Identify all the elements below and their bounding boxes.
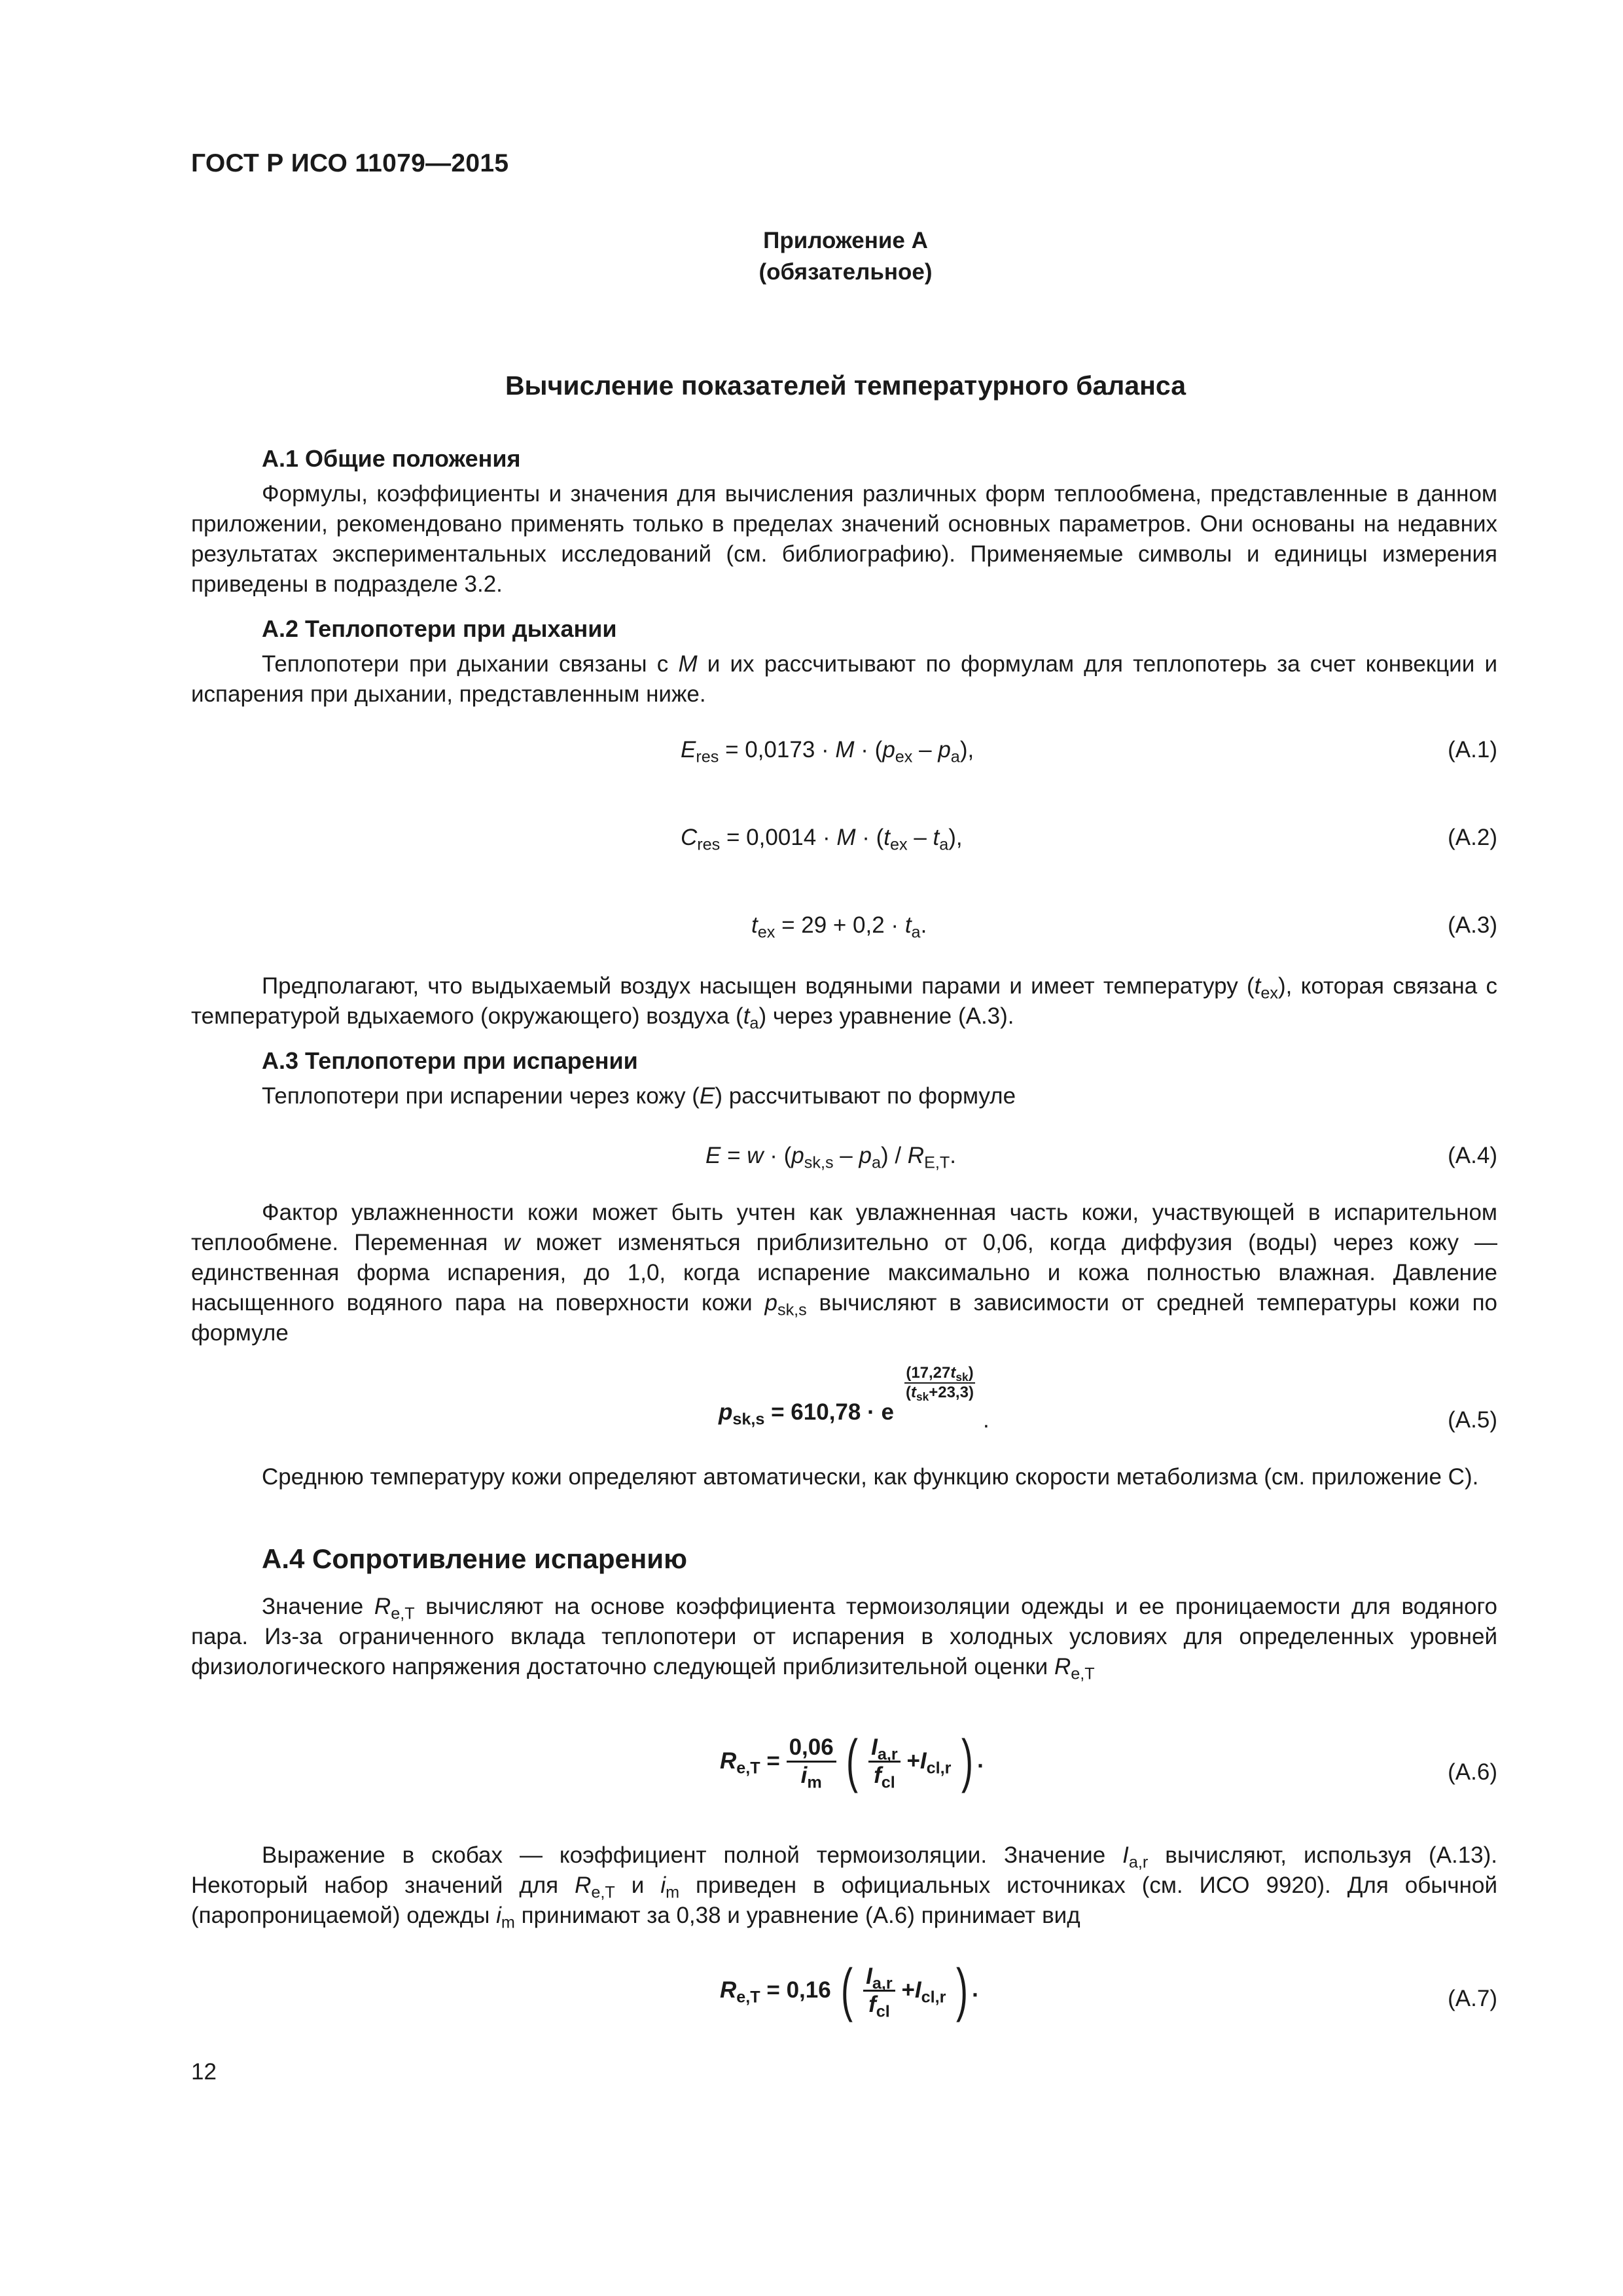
paragraph-general: Формулы, коэффициенты и значения для вычисления различных форм теплообмена, представленные в данном приложении, рекомендовано применять только в пределах значений основных параметров. Они основаны на недавних результатах экспериментальных исследований (см. библиографию). Применяемые символы и единицы измерения приведены в подразделе 3.2.	[191, 481, 1497, 597]
equation-number-a3: (А.3)	[1448, 912, 1497, 938]
equation-number-a2: (А.2)	[1448, 825, 1497, 850]
equation-a2: $C_{res} = 0,0014 \cdot M \cdot (t_{ex} - t_a)$,	[681, 825, 963, 854]
fraction-air-insulation: $\frac{I_{a,r}}{f_{cl}}$	[868, 1734, 901, 1789]
paragraph-respiration: Теплопотери при дыхании связаны с M и их рассчитывают по формулам для теплопотерь за счет конвекции и испарения при дыхании, представленным ниже.	[191, 651, 1497, 707]
equation-a3: $t_{ex} = 29 + 0,2 \cdot t_a$.	[751, 912, 927, 942]
equation-number-a1: (А.1)	[1448, 737, 1497, 762]
page-title: Вычисление показателей температурного баланса	[505, 370, 1186, 401]
section-heading-a3: А.3 Теплопотери при испарении	[262, 1047, 638, 1074]
paragraph-skin-wettedness: Фактор увлажненности кожи может быть учтен как увлажненная часть кожи, участвующей в испарительном теплообмене. Переменная w может изменяться приблизительно от 0,06, когда диффузия (воды) через кожу — единственная форма испарения, до 1,0, когда испарение максимально и кожа полностью влажная. Давление насыщенного водяного пара на поверхности кожи $p_{sk,s}$ вычисляют в зависимости от средней температуры кожи по формуле	[191, 1200, 1497, 1346]
section-heading-a2: А.2 Теплопотери при дыхании	[262, 615, 617, 642]
document-header: ГОСТ Р ИСО 11079—2015	[191, 149, 509, 177]
equation-a4: $E = w \cdot (p_{sk,s} - p_a) / R_{E,T}$.	[705, 1143, 956, 1172]
equation-number-a4: (А.4)	[1448, 1143, 1497, 1168]
annex-status: (обязательное)	[758, 259, 933, 285]
equation-a7: $R_{e,T} = 0,16$ ( $\frac{I_{a,r}}{f_{cl}}$ $+I_{cl,r}$ ) .	[720, 1958, 978, 2023]
exponent-numerator: $(17,27t_{sk})$	[904, 1364, 975, 1384]
equation-a6: $R_{e,T}$ = $\frac{0,06}{i_m}$ ( $\frac{I_{a,r}}{f_{cl}}$ $+I_{cl,r}$ ) .	[720, 1729, 984, 1794]
paragraph-exhaled-air: Предполагают, что выдыхаемый воздух насыщен водяными парами и имеет температуру $(t_{ex})$, которая связана с температурой вдыхаемого (окружающего) воздуха $(t_a)$ через уравнение (А.3).	[191, 973, 1497, 1033]
equation-a5-period: .	[983, 1407, 990, 1433]
equation-a1: $E_{res} = 0,0173 \cdot M \cdot (p_{ex} - p_a)$,	[681, 737, 974, 766]
equation-number-a6: (А.6)	[1448, 1759, 1497, 1785]
equation-a5: $p_{sk,s} = 610,78 \cdot e$	[719, 1399, 894, 1429]
equation-number-a7: (А.7)	[1448, 1986, 1497, 2011]
page-number: 12	[191, 2059, 217, 2085]
fraction-air-insulation: $\frac{I_{a,r}}{f_{cl}}$	[863, 1964, 895, 2018]
paragraph-evaporative-resistance: Значение $R_{e,T}$ вычисляют на основе коэффициента термоизоляции одежды и ее проницаемости для водяного пара. Из-за ограниченного вклада теплопотери от испарения в холодных условиях для определенных уровней физиологического напряжения достаточно следующей приблизительной оценки $R_{e,T}$	[191, 1594, 1497, 1683]
section-heading-a4: А.4 Сопротивление испарению	[262, 1543, 687, 1574]
equation-number-a5: (А.5)	[1448, 1407, 1497, 1433]
equation-a5-exponent	[904, 1364, 975, 1402]
exponent-denominator: $(t_{sk}+23,3)$	[906, 1384, 974, 1404]
annex-heading	[191, 225, 1500, 288]
annex-title: Приложение А	[763, 228, 928, 253]
paragraph-mean-skin-temperature: Среднюю температуру кожи определяют автоматически, как функцию скорости метаболизма (см. приложение С).	[262, 1464, 1479, 1490]
paragraph-total-insulation: Выражение в скобах — коэффициент полной термоизоляции. Значение $I_{a,r}$ вычисляют, используя (А.13). Некоторый набор значений для $R_{e,T}$ и $i_m$ приведен в официальных источниках (см. ИСО 9920). Для обычной (паропроницаемой) одежды $i_m$ принимают за 0,38 и уравнение (А.6) принимает вид	[191, 1842, 1498, 1932]
fraction-coefficient: $\frac{0,06}{i_m}$	[787, 1734, 836, 1789]
paragraph-evaporation: Теплопотери при испарении через кожу (E) рассчитывают по формуле	[262, 1083, 1016, 1109]
section-heading-a1: А.1 Общие положения	[262, 445, 521, 472]
